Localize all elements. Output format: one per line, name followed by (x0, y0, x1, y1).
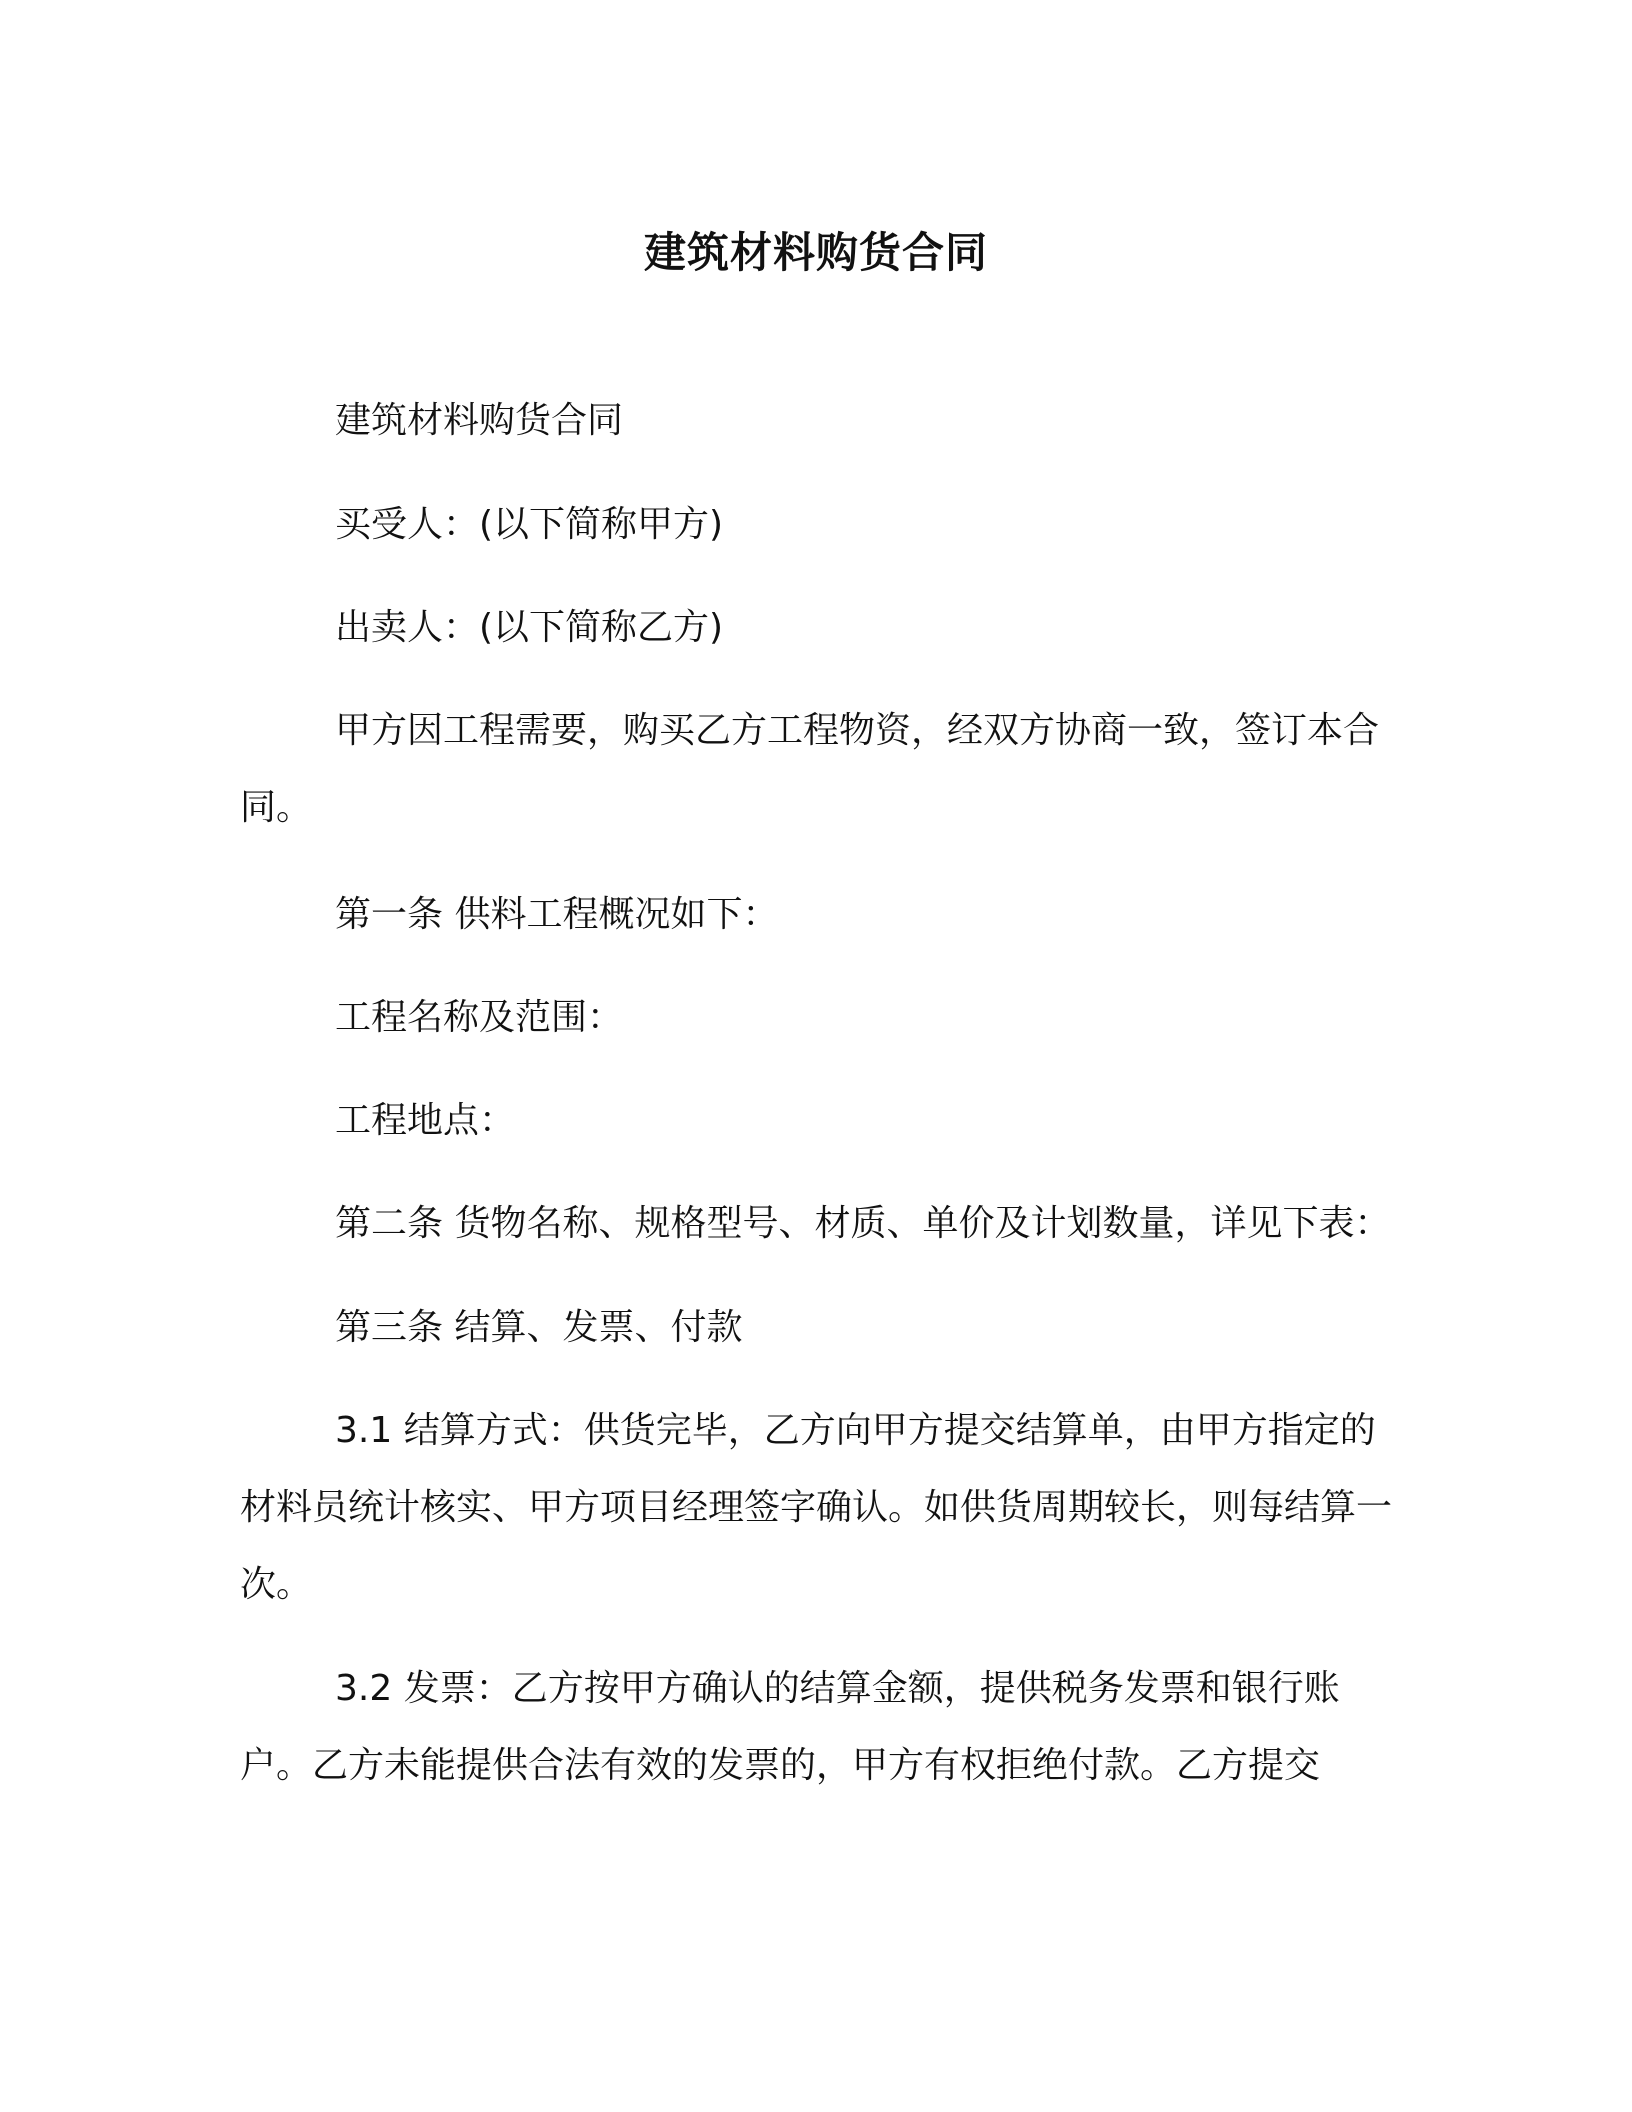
paragraph-heading: 建筑材料购货合同 (335, 400, 624, 441)
document-title: 建筑材料购货合同 (643, 228, 988, 277)
project-location-field: 工程地点： (335, 1100, 516, 1141)
article-1-heading: 第一条 供料工程概况如下： (335, 894, 779, 935)
project-name-field: 工程名称及范围： (335, 997, 624, 1038)
paragraph-buyer: 买受人：(以下简称甲方) (335, 504, 724, 545)
article-3-heading: 第三条 结算、发票、付款 (335, 1307, 743, 1348)
paragraph-intro: 甲方因工程需要，购买乙方工程物资，经双方协商一致，签订本合同。 (240, 710, 1380, 828)
paragraph-seller: 出卖人：(以下简称乙方) (335, 607, 724, 648)
clause-3-2: 3.2 发票：乙方按甲方确认的结算金额，提供税务发票和银行账户。乙方未能提供合法有效的发票的，甲方有权拒绝付款。乙方提交 (240, 1668, 1340, 1786)
article-2-heading: 第二条 货物名称、规格型号、材质、单价及计划数量，详见下表： (335, 1203, 1391, 1244)
clause-3-1: 3.1 结算方式：供货完毕，乙方向甲方提交结算单，由甲方指定的材料员统计核实、甲方项目经理签字确认。如供货周期较长，则每结算一次。 (240, 1410, 1393, 1605)
